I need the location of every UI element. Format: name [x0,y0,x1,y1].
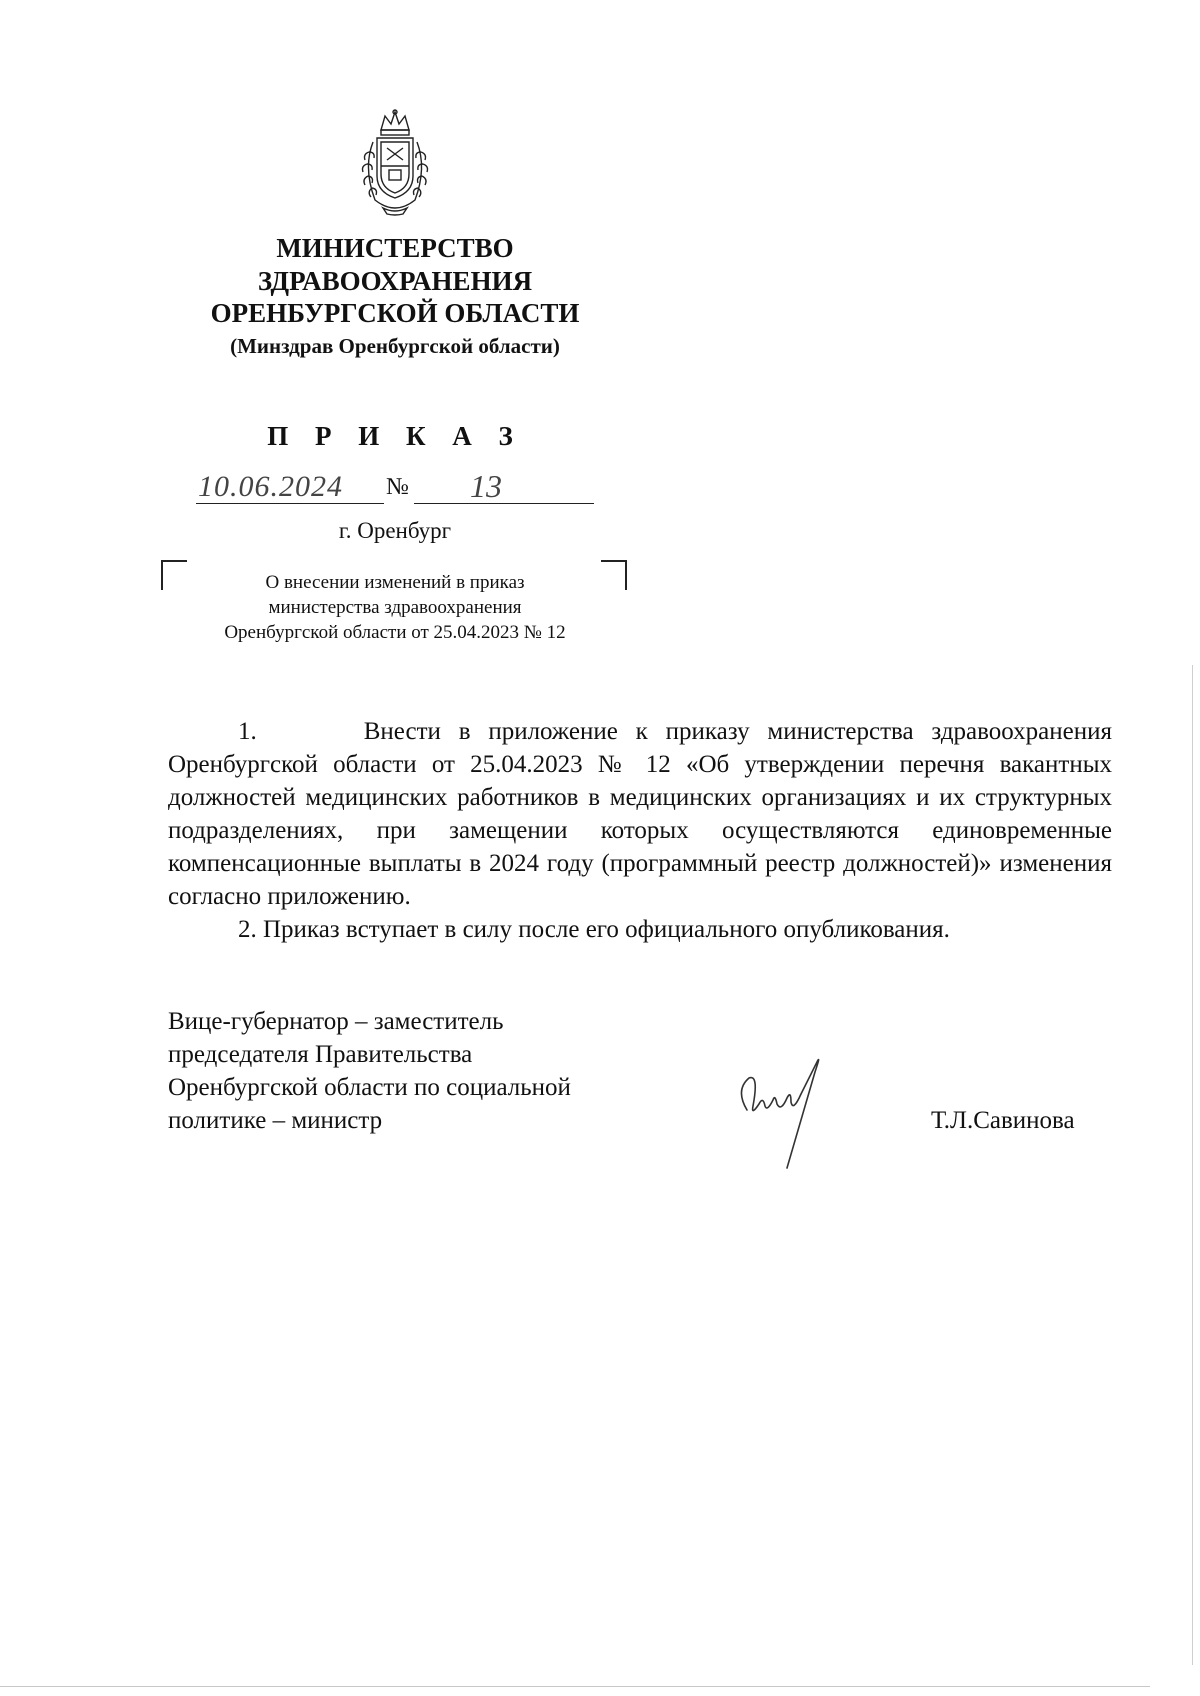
signatory-name: Т.Л.Савинова [931,1107,1075,1134]
signatory-position [168,1005,571,1137]
ministry-name-line2: ЗДРАВООХРАНЕНИЯ [257,266,533,296]
subject-line3: Оренбургской области от 25.04.2023 № 12 [224,622,566,643]
order-number: 13 [470,468,502,504]
ministry-short-name: (Минздрав Оренбургской области) [230,334,560,358]
ministry-name-line1: МИНИСТЕРСТВО [276,233,514,263]
document-type-title: П Р И К А З [267,421,523,451]
ministry-name-line3: ОРЕНБУРГСКОЙ ОБЛАСТИ [210,298,580,328]
number-underline [414,503,594,504]
date-underline [196,503,384,504]
order-paragraph-1: 1. Внести в приложение к приказу министерства здравоохранения Оренбургской области от 25.04.2023 № 12 «Об утверждении перечня вакантных должностей медицинских работников в медицинских организациях и их структурных подразделениях, при замещении которых осуществляются единовременные компенсационные выплаты в 2024 году (программный реестр должностей)» изменения согласно приложению. [168,718,1112,910]
coat-of-arms-emblem [355,108,435,216]
position-line2: председателя Правительства [168,1041,473,1068]
order-subject [160,570,630,645]
order-paragraph-2: 2. Приказ вступает в силу после его официального опубликования. [238,916,950,943]
scan-edge-line [1192,665,1193,1665]
order-date: 10.06.2024 [198,470,343,503]
scan-edge-line-bottom [0,1686,1150,1687]
issue-city: г. Оренбург [338,518,452,543]
subject-line2: министерства здравоохранения [268,597,522,618]
position-line3: Оренбургской области по социальной [168,1074,571,1101]
position-line1: Вице-губернатор – заместитель [168,1008,504,1035]
position-line4: политике – министр [168,1107,383,1134]
handwritten-signature [725,1050,855,1170]
number-sign: № [386,474,409,500]
subject-line1: О внесении изменений в приказ [265,572,525,593]
